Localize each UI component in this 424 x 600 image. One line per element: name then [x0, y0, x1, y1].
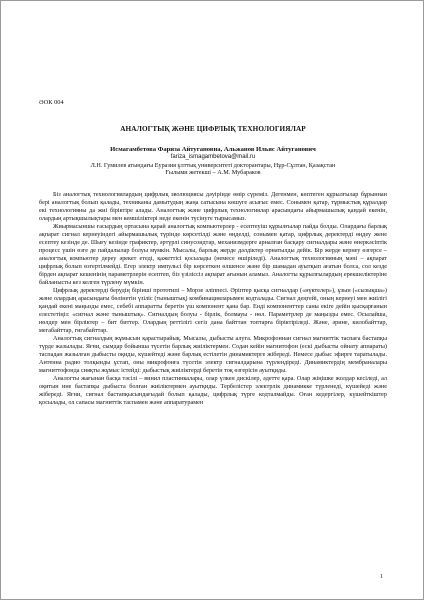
body-paragraph: Жиырмасыншы ғасырдың ортасына қарай аналогтық компьютерлер - есептеуіш құрылғылар пайда болды. Олардағы барлық ақпарат сигнал кернеуіндегі айырмашылық түрінде көрсетілді және өңделді, сонымен қатар, цифрлық деректерді өңдеу жене есептеу кезінде де. Шығу кезінде графиктер, әртүрлі синусоидтар, механизмдерге арналған басқару сигналдары және өнеркәсіптік процесс үшін өзге де пайдалылар болуы мүмкін. Мысалы, барлық жерде дәлдіктер орнатылды дейік. Бір жерде кернеу өзгерсе – аналогтық компьютер дереу әрекет етеді, қажеттісі қосылады (немесе өшіріледі). Аналогтық технологияның мәні – ақпарат цифрлық болып өзгертілмейді. Егер электр импульсі бір көрсеткен өлшенсе және бір шамадан ауытқып ағатын болса, сол кезде бірден ақпарат кешенінің параметрлерін есептеп, біз үзіліссіз ақпарат ағынын аламыз. Аналогты құрылғылардың ерекшеліктеріне байланысты кез келген түрлену мүмкін.: [39, 222, 387, 286]
author-affiliation: Л.Н. Гумилев атындағы Еуразия ұлттық университеті доктoрантары, Нұр-Сұлтан, Қазақстан: [90, 161, 336, 169]
body-paragraph: Цифрлық деректерді берудің бірінші прототипі – Морзе әліппесі. Әріптер қысқа сигналдар («нүктелер»), ұзын («сызықша») және олардың арасындағы бөлінетін үзіліс (тыныштық) комбинацияларымен кодталады. Сигнал деңгейі, оның кернеуі мен жиілігі қандай екені маңызды емес, себебі аппаратты беретін үш компонент қана бар. Енді компоненттер саны екіге дейін қысқарғанын елестетіңіз: «сигнал және тыныштық». Сигналдың болуы - бірлік, болмауы - нөл. Параметрлер де маңызды емес. Осылайша, нөлдер мен бірліктер – бит биттер. Олардың реттілігі сегіз дана байттан топтарға біріктіріледі. Және, әрине, килобайттар, мегабайттар, гигабайттар.: [39, 286, 387, 335]
article-title: АНАЛОГТЫҚ ЖӘНЕ ЦИФРЛЫҚ ТЕХНОЛОГИЯЛАР: [120, 125, 306, 133]
udk-code: ӘОК 004: [39, 99, 64, 106]
body-paragraph: Аналогтық сигналдың жұмысын қарастырайық. Мысалы, дыбысты алуға. Микрофоннан сигнал магниттік таспаға бастапқы түрде жазылады. Яғни, сымдар бойынша түсетін барлық жиіліктермен. Содан кейін магнитофон (ескі дыбысты ойнату аппараты) таспадан жазылған дыбысты оқиды, күшейтеді және барлық естілетін динамиктерге жібереді. Немесе дыбыс эфирге таратылады. Антенна радио толқынды ұстап, оны микрофонға түсетін электр сигналдарына түрлендіреді. Динамиктердің мембраналары магниттофонда сияқты жұмыс істейді: дыбыстық жиіліктерді беретін тоқ өзгерісін ауытқиды.: [39, 335, 387, 375]
author-email: fariza_ismagambetova@mail.ru: [170, 154, 256, 160]
page-number: 1: [380, 574, 383, 580]
article-authors: Исмагамбетова Фариза Айтугановна, Альжанов Ильяс Айтуганович: [110, 146, 316, 153]
body-paragraph: Біз аналогтық технологиялардың цифрлық эволюциясы дәуірінде өмір сүреміз. Дегенмен, көптеген құрылғылар бұрыннан бері аналогтық болып қалады, техниканы дамытудың жаңа сатысына көшуге асығыс емес. Сонымен қатар, тұрмыстық құралдар екі технологияны да жиі біріктіре алады. Аналогтық және цифрлық технологиялар арасындағы айырмашылық қандай екенін, олардың артықшылықтары мен кемшіліктері неде екенін түсінуге тырысамыз.: [39, 190, 387, 222]
article-body: [39, 191, 387, 407]
body-paragraph: Аналогты жағынан басқа тәсілі – винил пластинкалары, олар үлкен дискілер, әдетте қара. Олар жіңішке жолдар кесіледі, ал оқитын ине бастапқы дыбыста болған жиіліктермен ауытқиды. Тербелістер электрлік динамикке түрленеді, күшейеді және жібереді. Яғни, сигнал бастапқысындағыдай болып қалады, цифрлық түрге кодталмайды. Оған кедергілер, күшейткіштер қосылады, ол сапасы магниттік таспамен және аппаратурамен: [39, 375, 387, 407]
scientific-supervisor: Ғылыми жетекші – А.М. Мубараков: [165, 169, 261, 177]
page-content: [39, 101, 387, 407]
